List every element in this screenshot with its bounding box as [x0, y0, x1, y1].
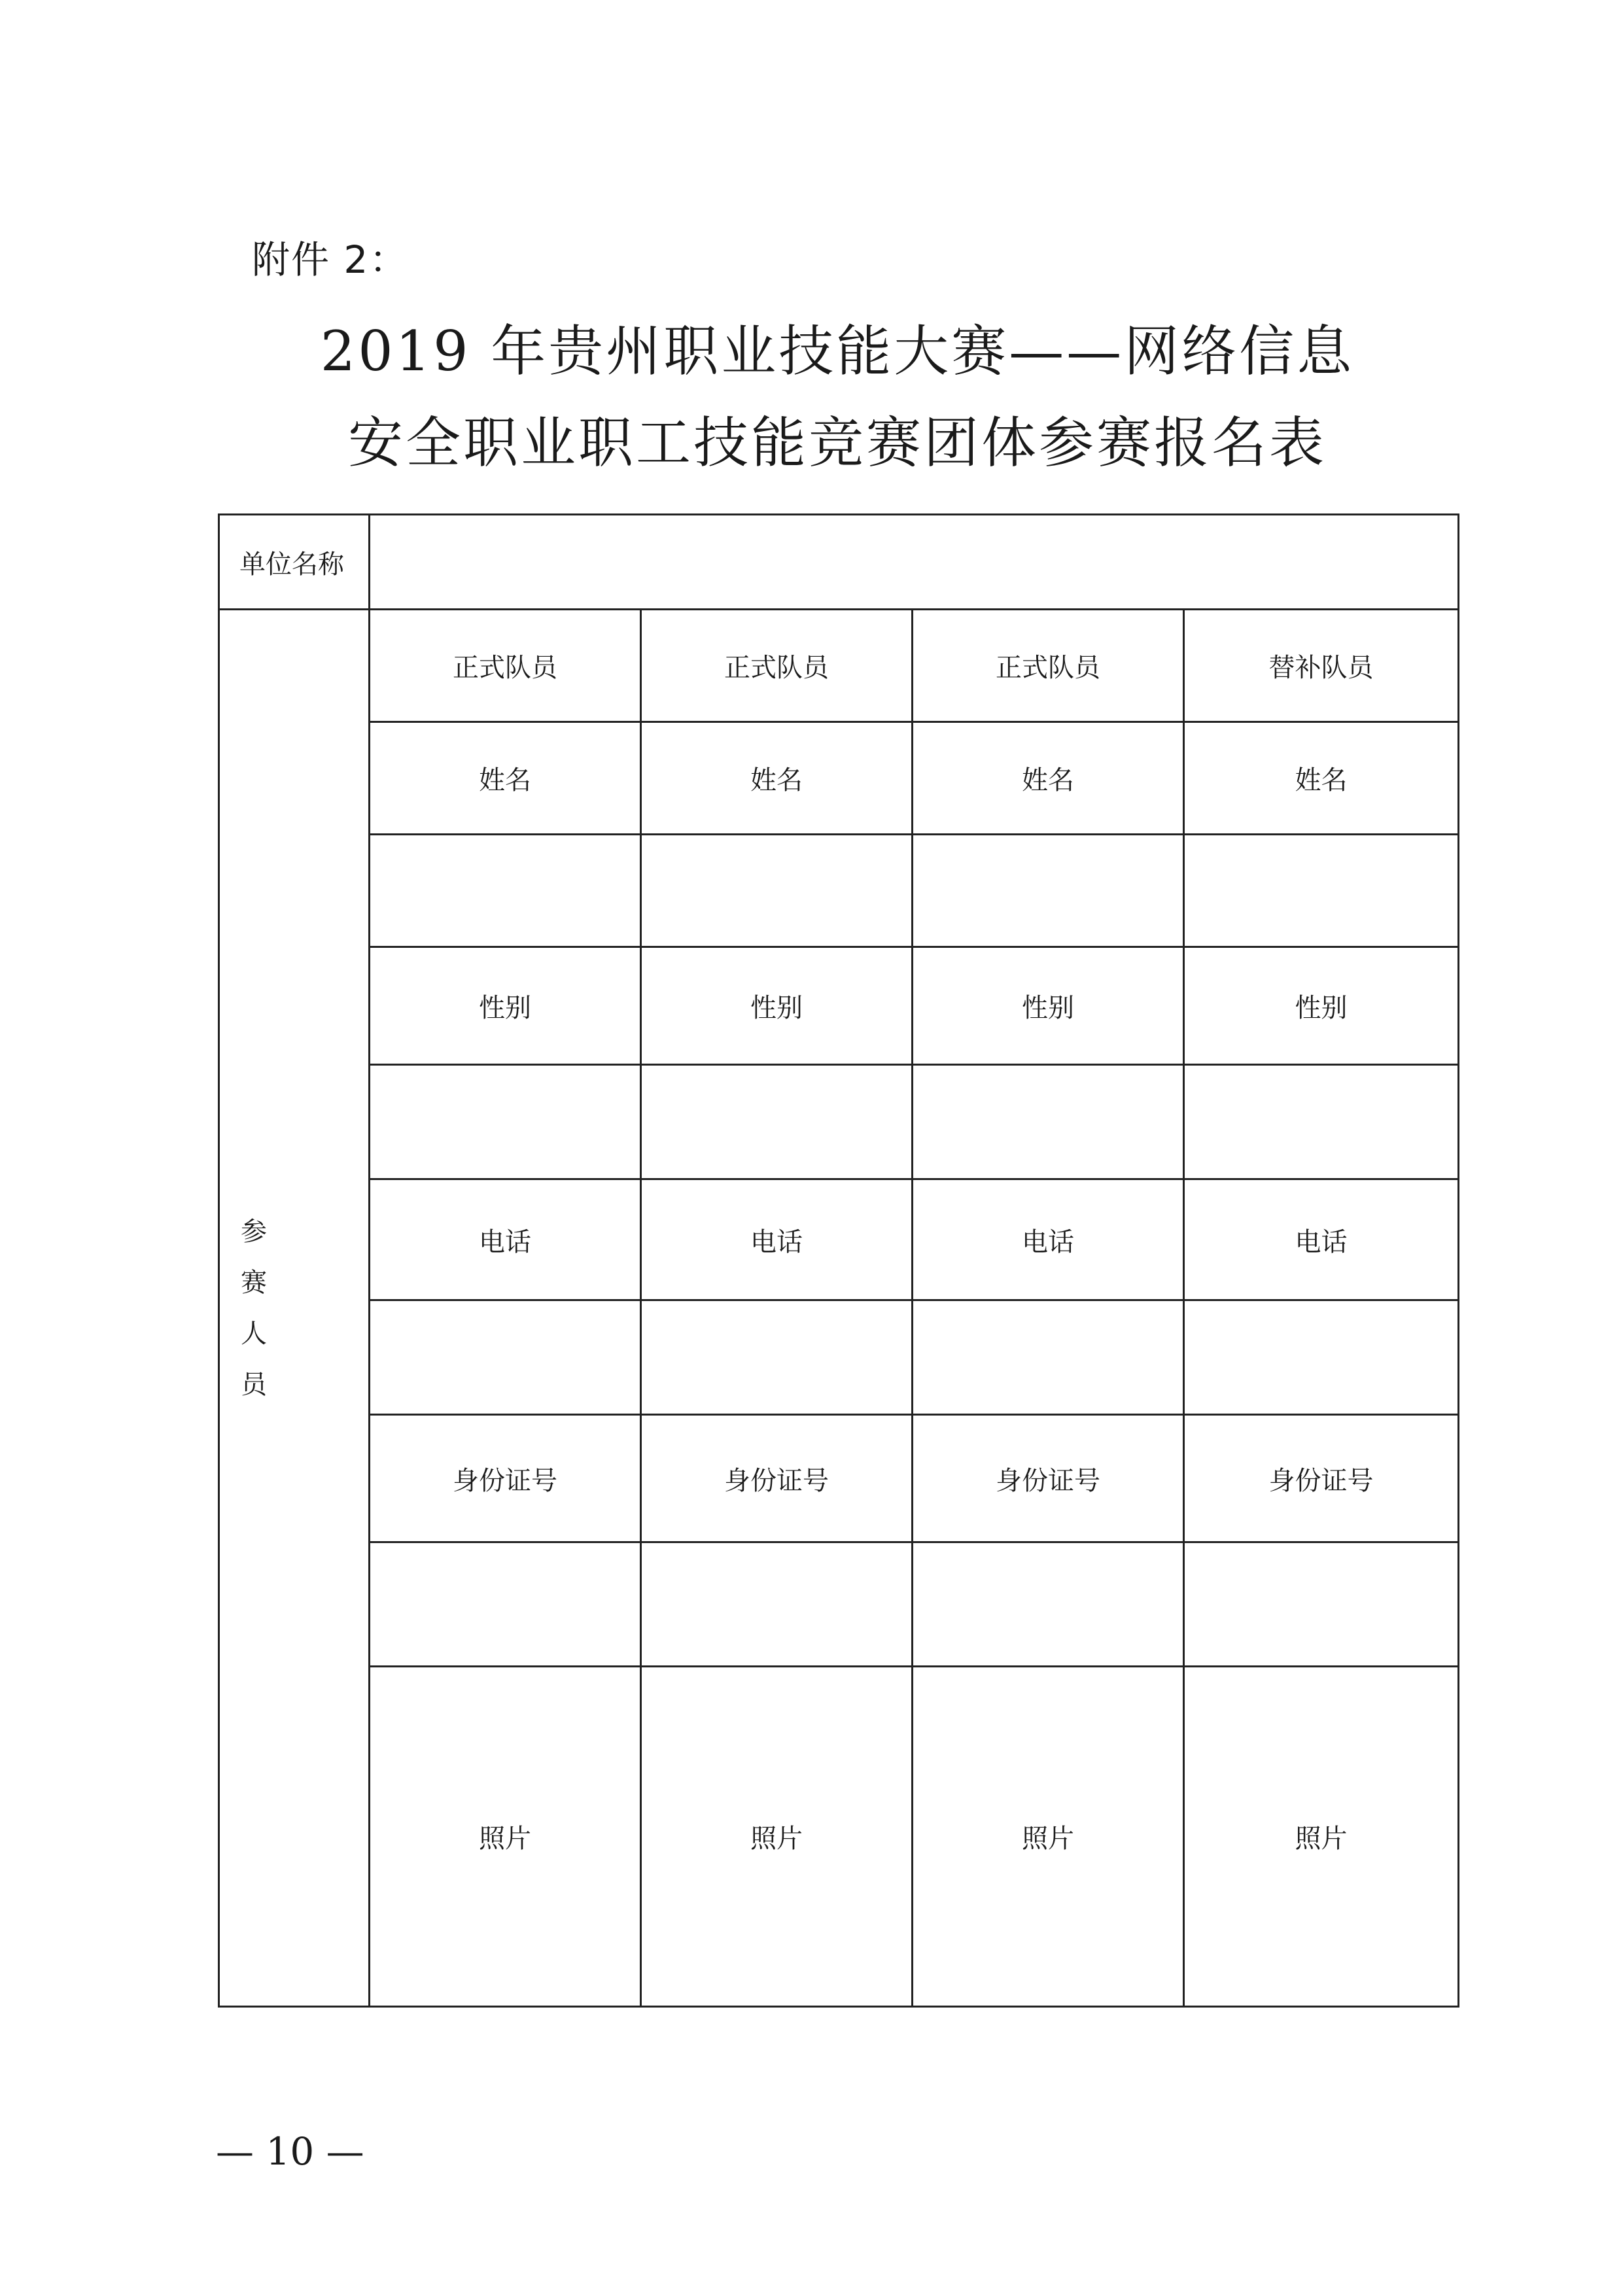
- name-input-row: [219, 835, 1459, 947]
- gender-input-row: [219, 1065, 1459, 1179]
- phone-input-cell[interactable]: [1184, 1300, 1459, 1415]
- phone-input-row: [219, 1300, 1459, 1415]
- id-number-label: 身份证号: [370, 1415, 641, 1542]
- id-label-row: [219, 1415, 1459, 1542]
- page-number: — 10 —: [216, 2129, 364, 2174]
- id-number-label: 身份证号: [913, 1415, 1184, 1542]
- phone-label-row: [219, 1179, 1459, 1300]
- participants-label: 参赛人员: [241, 1216, 267, 1400]
- id-number-label: 身份证号: [1184, 1415, 1459, 1542]
- gender-input-cell[interactable]: [1184, 1065, 1459, 1179]
- name-label: 姓名: [370, 722, 641, 835]
- name-input-cell[interactable]: [1184, 835, 1459, 947]
- gender-input-cell[interactable]: [641, 1065, 913, 1179]
- registration-form-table: [218, 513, 1459, 2008]
- gender-input-cell[interactable]: [370, 1065, 641, 1179]
- name-label: 姓名: [1184, 722, 1459, 835]
- gender-input-cell[interactable]: [913, 1065, 1184, 1179]
- id-input-row: [219, 1542, 1459, 1667]
- form-title-line-2: 安全职业职工技能竞赛团体参赛报名表: [347, 411, 1327, 475]
- unit-name-field[interactable]: [370, 515, 1459, 610]
- gender-label: 性别: [913, 947, 1184, 1065]
- phone-input-cell[interactable]: [370, 1300, 641, 1415]
- name-input-cell[interactable]: [370, 835, 641, 947]
- participants-label-cell: [219, 610, 370, 2007]
- id-number-input-cell[interactable]: [370, 1542, 641, 1667]
- phone-label: 电话: [370, 1179, 641, 1300]
- form-title-line-1: 2019 年贵州职业技能大赛——网络信息: [320, 319, 1355, 383]
- gender-label: 性别: [641, 947, 913, 1065]
- attachment-label: 附件 2：: [252, 237, 409, 282]
- phone-input-cell[interactable]: [913, 1300, 1184, 1415]
- member-type-cell: 替补队员: [1184, 610, 1459, 722]
- gender-label: 性别: [370, 947, 641, 1065]
- id-number-input-cell[interactable]: [1184, 1542, 1459, 1667]
- member-type-cell: 正式队员: [370, 610, 641, 722]
- phone-label: 电话: [913, 1179, 1184, 1300]
- name-label: 姓名: [641, 722, 913, 835]
- name-input-cell[interactable]: [641, 835, 913, 947]
- member-type-row: [219, 610, 1459, 722]
- id-number-input-cell[interactable]: [913, 1542, 1184, 1667]
- photo-row: [219, 1667, 1459, 2007]
- id-number-label: 身份证号: [641, 1415, 913, 1542]
- unit-name-row: [219, 515, 1459, 610]
- name-label: 姓名: [913, 722, 1184, 835]
- id-number-input-cell[interactable]: [641, 1542, 913, 1667]
- unit-name-label: 单位名称: [219, 515, 370, 610]
- photo-cell[interactable]: 照片: [913, 1667, 1184, 2007]
- phone-label: 电话: [1184, 1179, 1459, 1300]
- member-type-cell: 正式队员: [913, 610, 1184, 722]
- phone-label: 电话: [641, 1179, 913, 1300]
- member-type-cell: 正式队员: [641, 610, 913, 722]
- photo-cell[interactable]: 照片: [1184, 1667, 1459, 2007]
- photo-cell[interactable]: 照片: [370, 1667, 641, 2007]
- photo-cell[interactable]: 照片: [641, 1667, 913, 2007]
- name-input-cell[interactable]: [913, 835, 1184, 947]
- name-label-row: [219, 722, 1459, 835]
- phone-input-cell[interactable]: [641, 1300, 913, 1415]
- gender-label-row: [219, 947, 1459, 1065]
- gender-label: 性别: [1184, 947, 1459, 1065]
